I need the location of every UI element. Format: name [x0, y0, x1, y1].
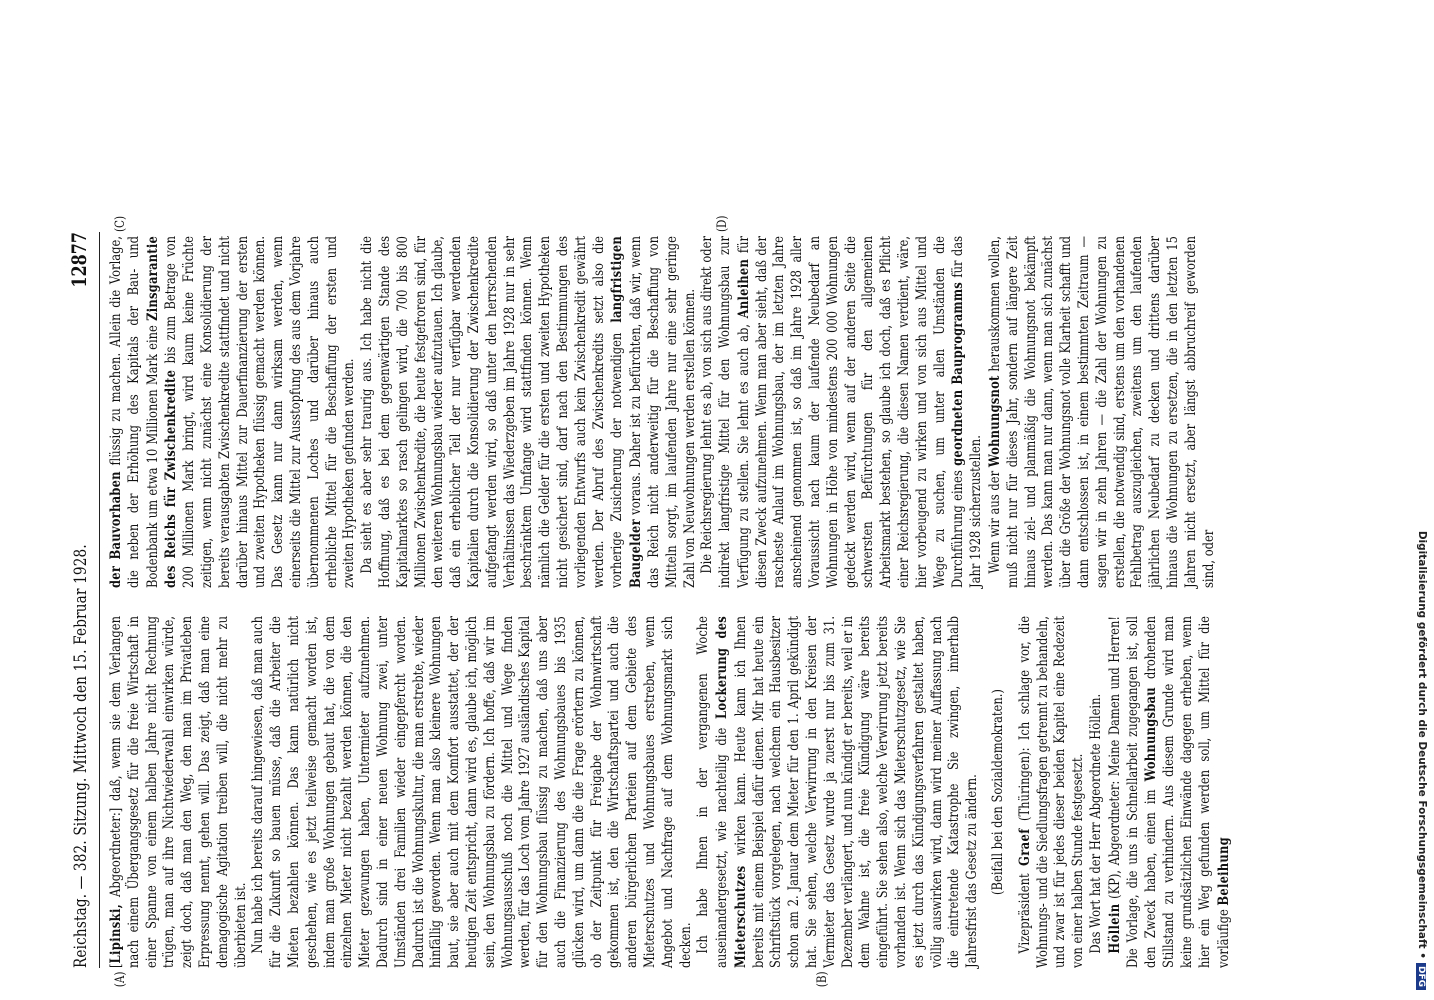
emphasis: langfristigen Baugelder — [608, 235, 645, 588]
digitization-note — [1410, 10, 1428, 990]
right-column — [107, 236, 1285, 588]
left-column — [107, 616, 1285, 968]
speaker-name: Graef — [1015, 828, 1033, 867]
paragraph: Wenn wir aus der Wohnungsnot herauskommen wollen, muß nicht nur für dieses Jahr, sondern auf längere Zeit hinaus ziel- und planmäßig die Wohnungsnot bekämpft werden. Das kann man nur dann, wenn man sich zunächst über die Größe der Wohnungsnot volle Klarheit schafft und dann entschlossen ist, in einem bestimmten Zeitraum — sagen wir in zehn Jahren — die Zahl der Wohnungen zu erstellen, die notwendig sind, erstens um den vorhandenen Fehlbetrag auszugleichen, zweitens um den laufenden jährlichen Neubedarf zu decken und drittens darüber hinaus die Wohnungen zu ersetzen, die in den letzten 15 Jahren nicht ersetzt, aber längst abbruchreif geworden sind, oder — [986, 235, 1217, 588]
paragraph-text: daß, wenn sie dem Verlangen nach einem Übergangsgesetz für die freie Wirtschaft in einer Spanne von einem halben Jahre nicht Rechnung trügen, man auf ihre Nichtwiederwahl einwirken würde, zeigt doch, daß man den Weg, den man im Privatleben Erpressung nennt, gehen will. Das zeigt, daß man eine demagogische Agitation treiben will, die nicht mehr zu überbieten ist. — [108, 616, 249, 968]
emphasis: Anleihen — [734, 258, 752, 319]
emphasis: Beleihung — [1214, 837, 1232, 906]
page-number: 12877 — [67, 231, 91, 288]
speaker-role: Abgeordneter: — [108, 812, 124, 897]
paragraph: Da sieht es aber sehr traurig aus. Ich habe nicht die Hoffnung, daß es bei dem gegenwärtigen Stande des Kapitalmarktes so rasch gelingen wird, die 700 bis 800 Millionen Zwischenkredite, die heute festgefroren sind, für den weiteren Wohnungsbau wieder aufzutauen. Ich glaube, daß ein erheblicher Teil der nur verfügbar werdenden Kapitalien durch die Konsolidierung der Zwischenkredite aufgefangt werden wird, so daß unter den herrschenden Verhältnissen das Wiederzgeben im Jahre 1928 nur in sehr beschränktem Umfange wird stattfinden können. Wenn nämlich die Gelder für die ersten und zweiten Hypotheken nicht gesichert sind, darf nach den Bestimmungen des vorliegenden Entwurfs auch kein Zwischenkredit gewährt werden. Der Abruf des Zwischenkredits setzt also die vorherige Zusicherung der notwendigen langfristigen Baugelder voraus. Daher ist zu befürchten, daß wir, wenn das Reich nicht anderweitig für die Beschaffung von Mitteln sorgt, im laufenden Jahre nur eine sehr geringe Zahl von Neuwohnungen werden erstellen können. — [359, 235, 698, 588]
paragraph: Höllein (KP), Abgeordneter: Meine Damen und Herren! Die Vorlage, die uns in Schnellarbeit zugegangen ist, soll den Zweck haben, einen im Wohnungsbau drohenden Stillstand zu verhindern. Aus diesem Grunde wird man keine grundsätzlichen Einwände dagegen erheben, wenn hier ein Weg gefunden werden soll, um Mittel für die vorläufige Beleihung — [1105, 615, 1232, 968]
paragraph: Die Reichsregierung lehnt es ab, von sich aus direkt oder indirekt langfristige Mittel für den Wohnungsbau zur Verfügung zu stellen. Sie lehnt es auch ab, Anleihen für diesen Zweck aufzunehmen. Wenn man aber sieht, daß der rascheste Anlauf im Wohnungsbau, der im letzten Jahre anscheinend genommen ist, so daß im Jahre 1928 aller Voraussicht nach kaum der laufende Neubedarf an Wohnungen in Höhe von mindestens 200 000 Wohnungen gedeckt werden wird, wenn auf der anderen Seite die schwersten Befürchtungen für den allgemeinen Arbeitsmarkt bestehen, so glaube ich doch, daß es Pflicht einer Reichsregierung, die diesen Namen verdient, wäre, hier vorbeugend zu wirken und von sich aus Mittel und Wege zu suchen, um unter allen Umständen die Durchführung eines geordneten Bauprogramms für das Jahr 1928 sicherzustellen. — [699, 235, 985, 588]
margin-marker-b: (B) — [815, 971, 830, 988]
digitization-text: Digitalisierung gefördert durch die Deutsche Forschungsgemeinschaft • — [1416, 530, 1428, 959]
speaker-name: Höllein — [1105, 903, 1123, 954]
paragraph: der Bauvorhaben flüssig zu machen. Allein die Vorlage, die neben der Erhöhung des Kapitals der Bau- und Bodenbank um etwa 10 Millionen Mark eine Zinsgarantie des Reichs für Zwischenkredite bis zum Betrage von 200 Millionen Mark bringt, wird kaum keine Früchte zeitigen, wenn nicht zunächst eine Konsolidierung der bereits verausgabten Zwischenkredite stattfindet und nicht darüber hinaus Mittel zur Dauerfinanzierung der ersten und zweiten Hypotheken flüssig gemacht werden können. Das Gesetz kann nur dann wirksam werden, wenn einerseits die Mittel zur Ausstopfung des aus dem Vorjahre übernommenen Loches und darüber hinaus auch erhebliche Mittel für die Beschaffung der ersten und zweiten Hypotheken gefunden werden. — [107, 235, 358, 588]
running-head: Reichstag. — 382. Sitzung. Mittwoch den 15. Februar 1928. — [71, 544, 91, 968]
paragraph: Ich habe Ihnen in der vergangenen Woche auseinandergesetzt, wie nachteilig die Lockerung des Mieterschutzes wirken kann. Heute kann ich Ihnen bereits mit einem Beispiel dafür dienen. Mir hat heute ein Schriftstück vorgelegen, nach welchem ein Hausbesitzer schon am 2. Januar dem Mieter für den 1. April gekündigt hat. Sie sehen, welche Verwirrung in den Kreisen der Vermieter das Gesetz wurde ja zuerst nur bis zum 31. Dezember verlängert, und nun kündigt er bereits, weil er in dem Wahne ist, die freie Kündigung wäre bereits eingeführt. Sie sehen also, welche Verwirrung jetzt bereits vorhanden ist. Wenn sich das Mieterschutzgesetz, wie Sie es jetzt durch das Kündigungsverfahren gestaltet haben, völlig auswirken wird, dann wird meiner Auffassung nach die eintretende Katastrophe Sie zwingen, innerhalb Jahresfrist das Gesetz zu ändern. — [695, 615, 981, 968]
paragraph: Vizepräsident Graef (Thüringen): Ich schlage vor, die Wohnungs- und die Siedlungsfragen getrennt zu behandeln, und zwar ist für jedes dieser beiden Kapitel eine Redezeit von einer halben Stunde festgesetzt. — [1015, 615, 1087, 968]
emphasis: Lockerung des Mieterschutzes — [713, 615, 749, 968]
document-page — [55, 200, 1305, 1000]
applause-note: (Beifall bei den Sozialdemokraten.) — [990, 689, 1007, 895]
dfg-logo: DFG — [1416, 963, 1426, 990]
paragraph: Das Wort hat der Herr Abgeordnete Höllein. — [1088, 693, 1105, 954]
page-header — [67, 232, 100, 968]
emphasis: der Bauvorhaben — [107, 471, 124, 588]
paragraph: Nun habe ich bereits darauf hingewiesen, daß man auch für die Zukunft so bauen müsse, daß die Arbeiter die Mieten bezahlen können. Das kann natürlich nicht geschehen, wie es jetzt teilweise gemacht worden ist, indem man große Wohnungen gebaut hat, die von dem einzelnen Mieter nicht bezahlt werden können, die den Mieter gezwungen haben, Untermieter aufzunehmen. Dadurch sind in einer neuen Wohnung zwei, unter Umständen drei Familien wieder eingepfercht worden. Dadurch ist die Wohnungskultur, die man erstrebte, wieder hinfällig geworden. Wenn man also kleinere Wohnungen baut, sie aber auch mit dem Komfort ausstattet, der der heutigen Zeit entspricht, dann wird es, glaube ich, möglich sein, den Wohnungsbau zu fördern. Ich hoffe, daß wir im Wohnungsausschuß noch die Mittel und Wege finden werden, für das Loch vom Jahre 1927 ausländisches Kapital für den Wohnungsbau flüssig zu machen, daß uns aber auch die Finanzierung des Wohnungsbaues bis 1935 glücken wird, um dann die die Frage erörtern zu können, ob der Zeitpunkt für Freigabe der Wohnwirtschaft gekommen ist, den die Wirtschaftspartei und auch die anderen bürgerlichen Parteien auf dem Gebiete des Mieterschutzes und Wohnungsbaues erstreben, wenn Angebot und Nachfrage auf dem Wohnungsmarkt sich decken. — [250, 616, 694, 968]
margin-marker-c: (C) — [113, 215, 128, 232]
emphasis: Wohnungsnot — [986, 375, 1004, 468]
emphasis: Wohnungsbau — [1142, 687, 1160, 782]
emphasis: geordneten Bauprogramms — [949, 282, 967, 466]
margin-marker-d: (D) — [715, 215, 730, 232]
paragraph: [Lipinski, Abgeordneter:] daß, wenn sie dem Verlangen nach einem Übergangsgesetz für die freie Wirtschaft in einer Spanne von einem halben Jahre nicht Rechnung trügen, man auf ihre Nichtwiederwahl einwirken würde, zeigt doch, daß man den Weg, den man im Privatleben Erpressung nennt, gehen will. Das zeigt, daß man eine demagogische Agitation treiben will, die nicht mehr zu überbieten ist. — [107, 616, 249, 968]
emphasis: Zinsgarantie des Reichs für Zwischenkredite — [143, 235, 180, 588]
margin-marker-a: (A) — [113, 971, 128, 988]
speaker-name: Lipinski, — [107, 903, 124, 964]
